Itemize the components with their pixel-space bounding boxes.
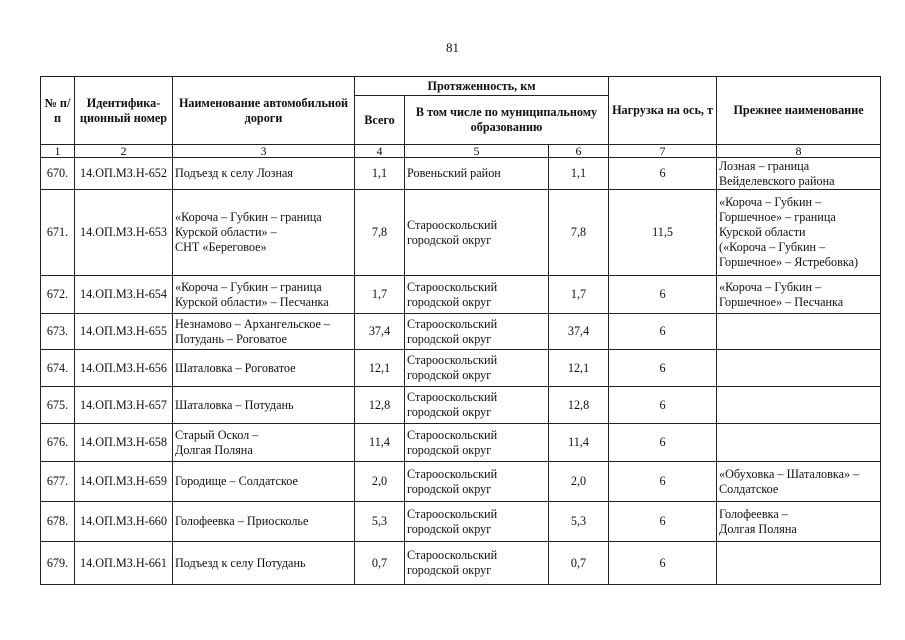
axle-load: 6 bbox=[609, 462, 717, 502]
municipality bbox=[405, 462, 549, 502]
column-number: 8 bbox=[717, 145, 881, 158]
municipality-line: городской округ bbox=[407, 442, 492, 457]
municipality-line: городской округ bbox=[407, 521, 492, 536]
road-id: 14.ОП.МЗ.Н-656 bbox=[75, 350, 173, 387]
municipality-line: Старооскольский bbox=[407, 279, 498, 294]
municipality-line: Старооскольский bbox=[407, 506, 498, 521]
table-row bbox=[41, 542, 881, 585]
municipal-length: 12,1 bbox=[549, 350, 609, 387]
axle-load: 11,5 bbox=[609, 190, 717, 276]
table-row bbox=[41, 158, 881, 190]
municipality-line: городской округ bbox=[407, 294, 492, 309]
axle-load: 6 bbox=[609, 276, 717, 314]
road-id: 14.ОП.МЗ.Н-660 bbox=[75, 502, 173, 542]
road-name bbox=[173, 387, 355, 424]
municipal-length: 37,4 bbox=[549, 314, 609, 350]
previous-name bbox=[717, 314, 881, 350]
row-number: 674. bbox=[41, 350, 75, 387]
previous-name bbox=[717, 158, 881, 190]
previous-name-line: Долгая Поляна bbox=[719, 521, 797, 536]
previous-name-line: Голофеевка – bbox=[719, 506, 788, 521]
axle-load: 6 bbox=[609, 350, 717, 387]
municipality bbox=[405, 387, 549, 424]
row-number: 676. bbox=[41, 424, 75, 462]
column-number: 7 bbox=[609, 145, 717, 158]
road-id: 14.ОП.МЗ.Н-655 bbox=[75, 314, 173, 350]
municipality bbox=[405, 314, 549, 350]
municipality-line: Старооскольский bbox=[407, 548, 498, 562]
total-length: 11,4 bbox=[355, 424, 405, 462]
table-body bbox=[41, 158, 881, 585]
municipality-line: Старооскольский bbox=[407, 316, 498, 331]
municipal-length: 0,7 bbox=[549, 542, 609, 585]
table-row bbox=[41, 314, 881, 350]
municipality-line: городской округ bbox=[407, 405, 492, 419]
total-length: 1,1 bbox=[355, 158, 405, 190]
previous-name-line: Солдатское bbox=[719, 481, 779, 496]
header-total: Всего bbox=[355, 96, 405, 145]
roads-table bbox=[40, 76, 881, 585]
municipality-line: Старооскольский bbox=[407, 217, 498, 232]
municipality bbox=[405, 158, 549, 190]
road-name-line: Курской области» – bbox=[175, 225, 277, 239]
municipal-length: 12,8 bbox=[549, 387, 609, 424]
column-number: 1 bbox=[41, 145, 75, 158]
road-name-line: Потудань – Роговатое bbox=[175, 331, 287, 346]
header-including: В том числе по муниципальному образованию bbox=[405, 96, 609, 145]
municipality-line: городской округ bbox=[407, 563, 492, 577]
previous-name-line: («Короча – Губкин – bbox=[719, 240, 826, 254]
previous-name bbox=[717, 462, 881, 502]
total-length: 5,3 bbox=[355, 502, 405, 542]
road-name-line: Долгая Поляна bbox=[175, 442, 253, 457]
total-length: 37,4 bbox=[355, 314, 405, 350]
header-id: Идентифика-ционный номер bbox=[75, 77, 173, 145]
municipal-length: 1,1 bbox=[549, 158, 609, 190]
total-length: 1,7 bbox=[355, 276, 405, 314]
road-name bbox=[173, 190, 355, 276]
row-number: 679. bbox=[41, 542, 75, 585]
municipality-line: городской округ bbox=[407, 368, 492, 382]
header-previous: Прежнее наименование bbox=[717, 77, 881, 145]
previous-name bbox=[717, 276, 881, 314]
road-name bbox=[173, 542, 355, 585]
municipality-line: городской округ bbox=[407, 331, 492, 346]
column-number: 5 bbox=[405, 145, 549, 158]
row-number: 670. bbox=[41, 158, 75, 190]
page-number: 81 bbox=[446, 40, 459, 55]
previous-name-line: Вейделевского района bbox=[719, 173, 835, 188]
road-name bbox=[173, 158, 355, 190]
road-name bbox=[173, 314, 355, 350]
row-number: 671. bbox=[41, 190, 75, 276]
municipal-length: 2,0 bbox=[549, 462, 609, 502]
previous-name bbox=[717, 190, 881, 276]
municipality bbox=[405, 542, 549, 585]
total-length: 2,0 bbox=[355, 462, 405, 502]
table-row bbox=[41, 350, 881, 387]
municipality-line: Ровеньский район bbox=[407, 166, 501, 180]
axle-load: 6 bbox=[609, 314, 717, 350]
previous-name-line: Горшечное» – Ястребовка) bbox=[719, 255, 859, 269]
previous-name-line: «Короча – Губкин – bbox=[719, 195, 822, 209]
header-length-group: Протяженность, км bbox=[355, 77, 609, 96]
axle-load: 6 bbox=[609, 502, 717, 542]
road-name-line: СНТ «Береговое» bbox=[175, 240, 267, 254]
header-load: Нагрузка на ось, т bbox=[609, 77, 717, 145]
previous-name-line: Горшечное» – Песчанка bbox=[719, 294, 844, 309]
axle-load: 6 bbox=[609, 158, 717, 190]
axle-load: 6 bbox=[609, 424, 717, 462]
previous-name bbox=[717, 542, 881, 585]
total-length: 0,7 bbox=[355, 542, 405, 585]
total-length: 12,8 bbox=[355, 387, 405, 424]
row-number: 675. bbox=[41, 387, 75, 424]
municipality-line: городской округ bbox=[407, 232, 492, 247]
road-name bbox=[173, 424, 355, 462]
table-row bbox=[41, 462, 881, 502]
header-num: № п/п bbox=[41, 77, 75, 145]
axle-load: 6 bbox=[609, 387, 717, 424]
road-name-line: «Короча – Губкин – граница bbox=[175, 279, 322, 294]
header-name: Наименование автомобильной дороги bbox=[173, 77, 355, 145]
previous-name bbox=[717, 424, 881, 462]
previous-name-line: Курской области bbox=[719, 225, 806, 239]
road-name-line: «Короча – Губкин – граница bbox=[175, 210, 322, 224]
road-name bbox=[173, 502, 355, 542]
column-number: 6 bbox=[549, 145, 609, 158]
municipality-line: городской округ bbox=[407, 481, 492, 496]
road-name-line: Курской области» – Песчанка bbox=[175, 294, 329, 309]
road-name bbox=[173, 276, 355, 314]
municipality bbox=[405, 350, 549, 387]
municipality bbox=[405, 502, 549, 542]
road-name-line: Подъезд к селу Лозная bbox=[175, 166, 294, 180]
road-name bbox=[173, 350, 355, 387]
municipality bbox=[405, 190, 549, 276]
municipality bbox=[405, 276, 549, 314]
previous-name-line: «Обуховка – Шаталовка» – bbox=[719, 466, 860, 481]
road-name-line: Голофеевка – Приосколье bbox=[175, 514, 309, 528]
municipality bbox=[405, 424, 549, 462]
column-number: 4 bbox=[355, 145, 405, 158]
table-row bbox=[41, 276, 881, 314]
municipal-length: 7,8 bbox=[549, 190, 609, 276]
municipal-length: 1,7 bbox=[549, 276, 609, 314]
municipality-line: Старооскольский bbox=[407, 353, 498, 367]
row-number: 673. bbox=[41, 314, 75, 350]
road-id: 14.ОП.МЗ.Н-659 bbox=[75, 462, 173, 502]
row-number: 678. bbox=[41, 502, 75, 542]
total-length: 12,1 bbox=[355, 350, 405, 387]
municipal-length: 11,4 bbox=[549, 424, 609, 462]
total-length: 7,8 bbox=[355, 190, 405, 276]
table-row bbox=[41, 424, 881, 462]
row-number: 672. bbox=[41, 276, 75, 314]
table-row bbox=[41, 502, 881, 542]
road-id: 14.ОП.МЗ.Н-661 bbox=[75, 542, 173, 585]
previous-name bbox=[717, 502, 881, 542]
column-number: 2 bbox=[75, 145, 173, 158]
municipality-line: Старооскольский bbox=[407, 390, 498, 404]
previous-name bbox=[717, 387, 881, 424]
previous-name-line: «Короча – Губкин – bbox=[719, 279, 822, 294]
road-id: 14.ОП.МЗ.Н-652 bbox=[75, 158, 173, 190]
previous-name-line: Горшечное» – граница bbox=[719, 210, 836, 224]
municipality-line: Старооскольский bbox=[407, 427, 498, 442]
municipal-length: 5,3 bbox=[549, 502, 609, 542]
road-name-line: Подъезд к селу Потудань bbox=[175, 555, 306, 570]
road-id: 14.ОП.МЗ.Н-658 bbox=[75, 424, 173, 462]
municipality-line: Старооскольский bbox=[407, 466, 498, 481]
road-name-line: Старый Оскол – bbox=[175, 427, 259, 442]
column-number: 3 bbox=[173, 145, 355, 158]
road-name bbox=[173, 462, 355, 502]
axle-load: 6 bbox=[609, 542, 717, 585]
previous-name-line: Лозная – граница bbox=[719, 158, 810, 173]
road-name-line: Шаталовка – Потудань bbox=[175, 397, 294, 412]
road-name-line: Городище – Солдатское bbox=[175, 474, 298, 488]
road-id: 14.ОП.МЗ.Н-653 bbox=[75, 190, 173, 276]
table-row bbox=[41, 387, 881, 424]
road-name-line: Шаталовка – Роговатое bbox=[175, 360, 296, 375]
road-id: 14.ОП.МЗ.Н-654 bbox=[75, 276, 173, 314]
row-number: 677. bbox=[41, 462, 75, 502]
road-name-line: Незнамово – Архангельское – bbox=[175, 316, 331, 331]
table-row bbox=[41, 190, 881, 276]
road-id: 14.ОП.МЗ.Н-657 bbox=[75, 387, 173, 424]
previous-name bbox=[717, 350, 881, 387]
